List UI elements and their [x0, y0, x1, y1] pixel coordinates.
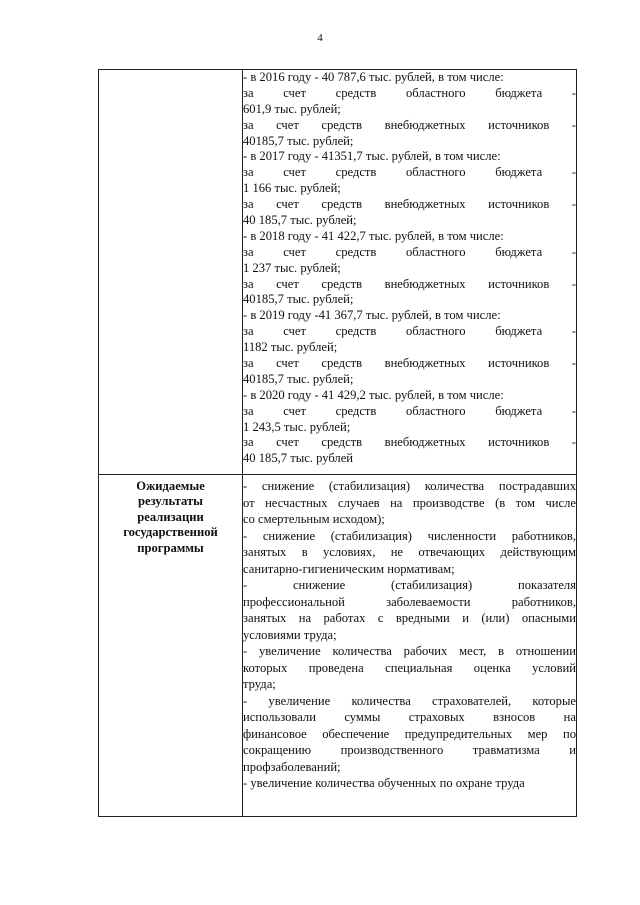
page-number: 4 — [317, 32, 323, 44]
expected-results-line: - снижение (стабилизация) численности работников, — [243, 528, 576, 543]
expected-results-content-cell — [243, 475, 577, 817]
funding-line: за счет средств внебюджетных источников - — [243, 276, 576, 291]
expected-results-line: - снижение (стабилизация) показателя — [243, 578, 576, 592]
expected-results-line: использовали суммы страховых взносов на — [243, 710, 576, 724]
expected-results-line: - увеличение количества обученных по охране труда — [243, 776, 525, 790]
funding-line: 40185,7 тыс. рублей; — [243, 292, 354, 307]
expected-results-text — [243, 475, 576, 792]
expected-results-label-line: результаты — [138, 494, 203, 509]
funding-line: 40 185,7 тыс. рублей; — [243, 213, 357, 228]
funding-line: - в 2018 году - 41 422,7 тыс. рублей, в том числе: — [243, 228, 504, 243]
expected-results-line: - увеличение количества страхователей, которые — [243, 693, 576, 708]
funding-line: 1 243,5 тыс. рублей; — [243, 419, 351, 434]
funding-line: - в 2019 году -41 367,7 тыс. рублей, в том числе: — [243, 308, 501, 323]
funding-line: за счет средств внебюджетных источников - — [243, 117, 576, 132]
funding-line: - в 2020 году - 41 429,2 тыс. рублей, в том числе: — [243, 387, 504, 402]
funding-line: за счет средств областного бюджета - — [243, 403, 576, 418]
expected-results-line: - снижение (стабилизация) количества пострадавших — [243, 479, 576, 493]
funding-line: за счет средств внебюджетных источников - — [243, 197, 576, 212]
funding-line: 1 237 тыс. рублей; — [243, 260, 341, 275]
expected-results-line: профессиональной заболеваемости работников, — [243, 594, 576, 609]
expected-results-label-line: реализации — [137, 509, 204, 524]
expected-results-label-line: программы — [137, 540, 204, 555]
expected-results-line: занятых в условиях, не отвечающих действующим — [243, 545, 576, 559]
expected-results-line: профзаболеваний; — [243, 759, 341, 774]
expected-results-line: - увеличение количества рабочих мест, в отношении — [243, 644, 576, 658]
expected-results-label — [99, 475, 242, 556]
funding-content-cell — [243, 70, 577, 475]
funding-line: 1 166 тыс. рублей; — [243, 181, 341, 196]
expected-results-label-line: государственной — [123, 525, 218, 540]
funding-line: - в 2016 году - 40 787,6 тыс. рублей, в том числе: — [243, 70, 504, 84]
expected-results-line: труда; — [243, 677, 276, 691]
expected-results-line: финансовое обеспечение предупредительных мер по — [243, 726, 576, 741]
expected-results-label-cell — [99, 475, 243, 817]
funding-row — [99, 70, 577, 475]
funding-line: за счет средств внебюджетных источников - — [243, 356, 576, 371]
expected-results-line: от несчастных случаев на производстве (в том числе — [243, 495, 576, 510]
funding-line: за счет средств областного бюджета - — [243, 85, 576, 100]
expected-results-row — [99, 475, 577, 817]
funding-line: 40185,7 тыс. рублей; — [243, 371, 354, 386]
funding-line: - в 2017 году - 41351,7 тыс. рублей, в том числе: — [243, 149, 501, 164]
expected-results-line: условиями труда; — [243, 627, 337, 642]
expected-results-line: санитарно-гигиеническим нормативам; — [243, 561, 455, 576]
expected-results-line: со смертельным исходом); — [243, 512, 385, 526]
expected-results-line: которых проведена специальная оценка условий — [243, 660, 576, 675]
funding-text — [243, 70, 576, 467]
expected-results-label-line: Ожидаемые — [136, 479, 205, 493]
funding-line: 1182 тыс. рублей; — [243, 340, 338, 355]
funding-line: за счет средств областного бюджета - — [243, 165, 576, 180]
expected-results-line: сокращению производственного травматизма и — [243, 743, 576, 757]
funding-line: за счет средств областного бюджета - — [243, 324, 576, 339]
funding-line: за счет средств внебюджетных источников - — [243, 435, 576, 450]
funding-line: 40 185,7 тыс. рублей — [243, 451, 354, 466]
expected-results-line: занятых на работах с вредными и (или) опасными — [243, 611, 576, 625]
funding-line: 40185,7 тыс. рублей; — [243, 133, 354, 148]
program-passport-table — [98, 69, 577, 817]
funding-label-cell — [99, 70, 243, 475]
funding-line: за счет средств областного бюджета - — [243, 244, 576, 259]
funding-line: 601,9 тыс. рублей; — [243, 101, 341, 116]
